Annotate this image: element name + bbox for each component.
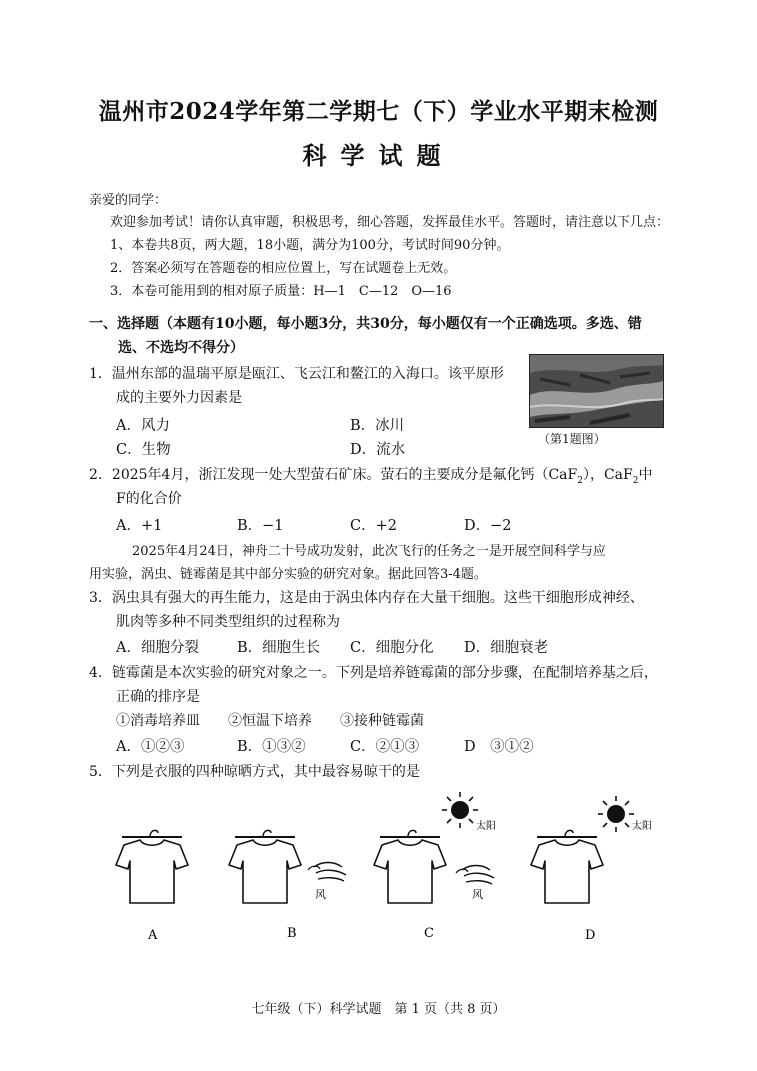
q4-option-d: D ③①② [464, 739, 534, 755]
q1-option-c: C．生物 [116, 442, 171, 458]
sun-c-label: 太阳 [476, 821, 496, 832]
q4-option-b: B．①③② [237, 739, 306, 755]
q4-steps: ①消毒培养皿 ②恒温下培养 ③接种链霉菌 [116, 713, 424, 729]
q1-option-b: B．冰川 [350, 418, 405, 434]
intro-line-3: 3．本卷可能用到的相对原子质量：H—1 C—12 O—16 [110, 284, 452, 299]
option-label-d: D [585, 928, 596, 943]
shirt-d [531, 830, 603, 903]
q3-option-c: C．细胞分化 [350, 640, 434, 656]
q2-stem-line-1 [89, 464, 652, 486]
q2-stem-line-2: F的化合价 [116, 491, 182, 507]
wind-b-label: 风 [315, 888, 326, 901]
shirt-a [116, 830, 188, 903]
q2-stem-part-2: ），CaF [582, 467, 633, 483]
q1-option-d: D．流水 [350, 442, 406, 458]
q3-option-a: A．细胞分裂 [116, 640, 199, 656]
estuary-photo-image [530, 355, 663, 427]
exam-subtitle: 科学试题 [302, 141, 455, 170]
section-heading-line-1: 一、选择题（本题有10小题，每小题3分，共30分，每小题仅有一个正确选项。多选、错 [89, 316, 642, 332]
q1-option-a: A．风力 [116, 418, 170, 434]
q4-stem-line-2: 正确的排序是 [116, 689, 200, 705]
q4-option-a: A．①②③ [116, 739, 185, 755]
sun-d-icon [598, 796, 634, 832]
exam-title: 温州市2024学年第二学期七（下）学业水平期末检测 [98, 98, 659, 125]
wind-c-icon [456, 866, 494, 885]
q3-stem-line-1: 3．涡虫具有强大的再生能力，这是由于涡虫体内存在大量干细胞。这些干细胞形成神经、 [89, 590, 644, 606]
q1-stem-line-2: 成的主要外力因素是 [116, 390, 242, 406]
option-label-c: C [424, 926, 434, 941]
plain-photo [529, 354, 664, 428]
q3-option-d: D．细胞衰老 [464, 640, 549, 656]
q2-option-d: D．−2 [464, 518, 512, 534]
option-label-a: A [148, 928, 158, 943]
wind-b-icon [308, 863, 346, 882]
intro-line-0: 欢迎参加考试！请你认真审题，积极思考，细心答题，发挥最佳水平。答题时，请注意以下几点： [110, 215, 670, 230]
q4-option-c: C．②①③ [350, 739, 420, 755]
q1-stem-line-1: 1．温州东部的温瑞平原是瓯江、飞云江和鳌江的入海口。该平原形 [89, 366, 504, 382]
q4-stem-line-1: 4．链霉菌是本次实验的研究对象之一。下列是培养链霉菌的部分步骤，在配制培养基之后， [89, 665, 658, 681]
sun-c-icon [442, 792, 478, 828]
q3-option-b: B．细胞生长 [237, 640, 321, 656]
wind-c-label: 风 [472, 888, 483, 901]
passage-line-1: 2025年4月24日，神舟二十号成功发射，此次飞行的任务之一是开展空间科学与应 [132, 544, 606, 559]
q3-stem-line-2: 肌肉等多种不同类型组织的过程称为 [116, 614, 340, 630]
clothes-drying-figure [100, 785, 700, 955]
passage-line-2: 用实验，涡虫、链霉菌是其中部分实验的研究对象。据此回答3-4题。 [89, 567, 487, 582]
intro-line-1: 1、本卷共8页，两大题，18小题，满分为100分，考试时间90分钟。 [110, 238, 510, 253]
q2-subscript-2: 2 [632, 475, 639, 486]
q2-subscript-1: 2 [577, 475, 583, 486]
shirt-c [374, 830, 446, 903]
section-heading-line-2: 选、不选均不得分） [118, 340, 244, 356]
page-footer: 七年级（下）科学试题 第 1 页（共 8 页） [251, 1002, 506, 1017]
intro-line-2: 2．答案必须写在答题卷的相应位置上，写在试题卷上无效。 [110, 261, 457, 276]
sun-d-label: 太阳 [632, 821, 652, 832]
shirt-b [229, 830, 301, 903]
greeting: 亲爱的同学： [89, 193, 168, 208]
q2-option-b: B．−1 [237, 518, 284, 534]
q2-option-a: A．+1 [116, 518, 163, 534]
q1-figure-caption: （第1题图） [538, 432, 606, 446]
q5-stem: 5．下列是衣服的四种晾晒方式，其中最容易晾干的是 [89, 764, 420, 780]
q2-stem-part-1: 2．2025年4月，浙江发现一处大型萤石矿床。萤石的主要成分是氟化钙（CaF [89, 467, 578, 483]
q2-stem-part-3: 中 [638, 467, 653, 483]
q2-option-c: C．+2 [350, 518, 397, 534]
option-label-b: B [287, 926, 297, 941]
